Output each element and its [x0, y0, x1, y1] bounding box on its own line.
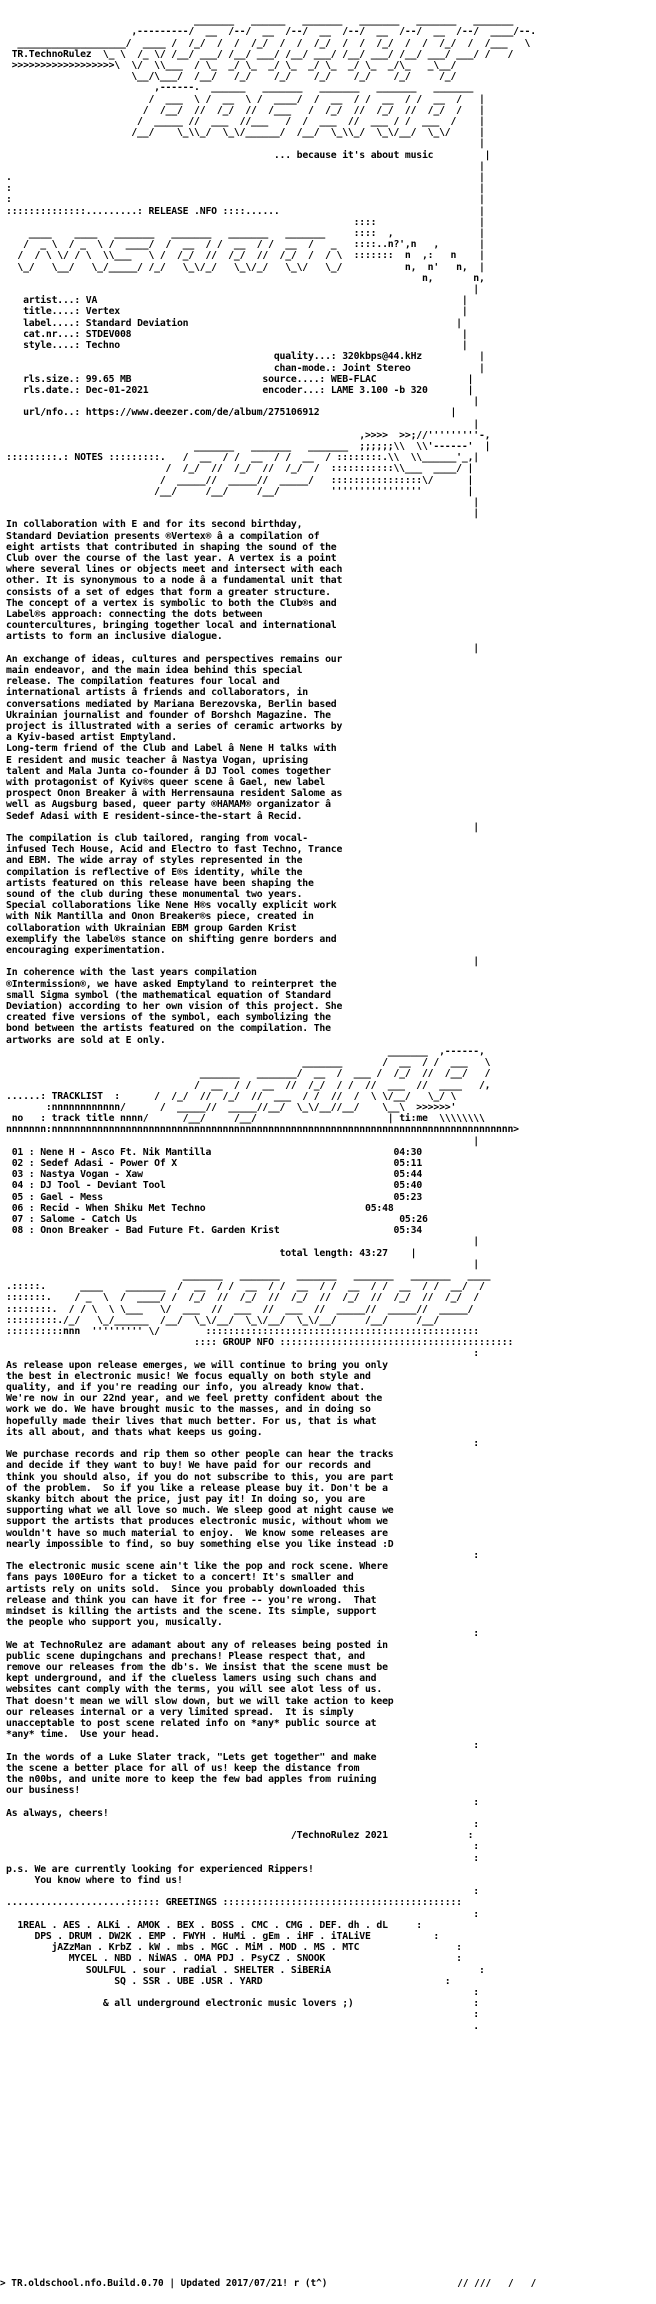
release-source: WEB-FLAC — [330, 373, 377, 385]
release-encoder: LAME 3.100 -b 320 — [330, 384, 428, 396]
smiley: r (t^) — [293, 2278, 328, 2289]
track-time: 05:40 — [393, 1180, 423, 1192]
track-no: 06 — [11, 1202, 24, 1214]
ps-line-1: p.s. We are currently looking for experienced Rippers! — [6, 1863, 314, 1875]
group-nfo-para-5: In the words of a Luke Slater track, "Lets get together" and make the scene a better place for all of us! keep the distance from the n00bs, and unite more to keep the few bad apples from ruining our business! — [6, 1751, 377, 1797]
group-nfo-para-2: We purchase records and rip them so other people can hear the tracks and decide if they want to buy! We have paid for our records and think you should also, if you do not subscribe to this, you are part of the problem. So if you like a release please buy it. Don't be a skanky bitch about the price, just pay it! In doing so, you are supporting what we all love so much. We sleep good at night cause we support the artists that produces electronic music, without whom we wouldn't have so much material to enjoy. We know some releases are nearly impossible to find, so buy something else you like instead :D — [6, 1449, 394, 1550]
section-group-nfo: GROUP NFO — [222, 1337, 274, 1349]
section-release-nfo: RELEASE .NFO — [148, 205, 217, 217]
track-time: 05:11 — [393, 1157, 423, 1169]
track-no: 04 — [11, 1180, 24, 1192]
greetings-line-5: SOULFUL . sour . radial . SHELTER . SiBERiA — [85, 1964, 331, 1976]
notes-para-1: In collaboration with E and for its second birthday, Standard Deviation presents ®Vertex® â a compilation of eight artists that contributed in shaping the sound of the Club over the course of the last year. A vertex is a point where several lines or objects meet and intersect with each other. It is synonymous to a node â a fundamental unit that consists of a set of edges that form a greater structure. The concept of a vertex is symbolic to both the Club®s and Label®s approach: connecting the dots between countercultures, bringing together local and international artists to form an inclusive dialogue. — [6, 519, 343, 643]
release-title: Vertex — [85, 306, 120, 318]
track-no: 02 — [11, 1157, 24, 1169]
track-row-7: 07 : Salome - Catch Us 05:26 — [11, 1213, 428, 1225]
track-title: Salome - Catch Us — [40, 1213, 138, 1225]
track-row-8: 08 : Onon Breaker - Bad Future Ft. Garden Krist 05:34 — [11, 1225, 423, 1237]
track-row-6: 06 : Recid - When Shiku Met Techno 05:48 — [11, 1202, 394, 1214]
group-nfo-para-3: The electronic music scene ain't like the pop and rock scene. Where fans pays 100Euro for a ticket to a concert! It's smaller and artists rely on units sold. Since you probably downloaded this release and think you can have it for free -- you're wrong. That mindset is killing the artists and the scene. Its simple, support the people who support you, musically. — [6, 1561, 388, 1629]
signature: /TechnoRulez 2021 — [290, 1830, 388, 1842]
track-time: 05:48 — [365, 1202, 394, 1214]
track-row-2: 02 : Sedef Adasi - Power Of X 05:11 — [11, 1157, 423, 1169]
release-catnr: STDEV008 — [85, 328, 132, 340]
release-quality: 320kbps@44.kHz — [342, 351, 422, 363]
ps-line-2: You know where to find us! — [34, 1874, 183, 1886]
release-chan-mode: Joint Stereo — [342, 362, 411, 374]
track-no: 07 — [11, 1213, 24, 1225]
section-tracklist: TRACKLIST — [51, 1090, 103, 1102]
track-no: 01 — [11, 1146, 24, 1158]
track-no: 08 — [11, 1225, 24, 1237]
track-row-1: 01 : Nene H - Asco Ft. Nik Mantilla 04:30 — [11, 1146, 423, 1158]
header-logo-art: _______ ______ _______ _______ _______ _______ ,---------/ __ /--/ __ /--/ __ /--/ __ /--/ __ /--/ ____/--. ___________________/ ____ / /_/ / / /_/ / / /_/ / / /_/ / / /_/ / /___ \ TR.TechnoRulez \_ \ /_ \/ /__/ ___/ /__/ ___/ /__/ ___/ /__/ ___/ /__/ ___/ ___/ / / >>>>>>>>>>>>>>>>>>\ \/ \\___ / \_ _/ \_ _/ \_ _/ \_ _/ \_ _/\_ _\__/ \__/\___/ /__/ /_/ /_/ /_/ /_/ /_/ /_/ ,------. ______ _______ _______ _______ _______ / ___ \ / __ \ / ____/ / __ / / __ / / __ / | / /__/ // /_/ // /___ / /_/ // /_/ // /_/ / | / _____ // ___ //___ / / ___ // ___ / / ___ / | /__/ \_\\_/ \_\/______/ /__/ \_\\_/ \_\/__/ \_\/ | | ... because it's about music | | . | : | : | ::::::::::::::.........: RELEASE .NFO ::::...... | :::: | ____ ____ _______ _______ _______ _______ :::: , | / _ \ / _ \ / ____/ / __ / / __ / / __ / _ ::::..n?',n , | / / \ \/ / \ \\___ \ / /_/ // /_/ // /_/ / / \ ::::::: n ,: n | \_/ \__/ \_/_____/ /_/ \_\/_/ \_\/_/ \_\/ \_/ n, n' n, | n, n, | artist...: VA | title....: Vertex | label....: Standard Deviation | cat.nr...: STDEV008 | style....: Techno | quality...: 320kbps@44.kHz | chan-mode.: Joint Stereo | rls.size.: 99.65 MB source....: WEB-FLAC | rls.date.: Dec-01-2021 encoder...: LAME 3.100 -b 320 | | url/nfo..: https://www.deezer.com/de/album/275106912 | | ,>>>> >>;//'''''''''-, _______ _______ _______ ;;;;;;\\ \\'------' | :::::::::.: NOTES :::::::::. / __ / / __ / / __ / ::::::::.\\ \\______'_,| / /_/ // /_/ // /_/ / :::::::::::\\___ ____/ | / _____// _____// _____/ ::::::::::::::::\/ | /__/ /__/ /__/ '''''''''''''''' | | | In collaboration with E and for its second birthday, Standard Deviation presents ®Vertex® â a compilation of eight artists that contributed in shaping the sound of the Club over the course of the last year. A vertex is a point where several lines or objects meet and intersect with each other. It is synonymous to a node â a fundamental unit that consists of a set of edges that form a greater structure. The concept of a vertex is symbolic to both the Club®s and Label®s approach: connecting the dots between countercultures, bringing together local and international artists to form an inclusive dialogue. | An exchange of ideas, cultures and perspectives remains our main endeavor, and the main idea behind this special release. The compilation features four local and international artists â friends and collaborators, in conversations mediated by Mariana Berezovska, Berlin based Ukrainian journalist and founder of Borshch Magazine. The project is illustrated with a series of ceramic artworks by a Kyiv-based artist Emptyland. Long-term friend of the Club and Label â Nene H talks with E resident and music teacher â Nastya Vogan, uprising talent and Mala Junta co-founder â DJ Tool comes together with protagonist of Kyiv®s queer scene â Gael, new label prospect Onon Breaker â with Herrensauna resident Salome as well as Augsburg based, queer party ®HAMAM® organizator â Sedef Adasi with E resident-since-the-start â Recid. | The compilation is club tailored, ranging from vocal- infused Tech House, Acid and Electro to fast Techno, Trance and EBM. The wide array of styles represented in the compilation is reflective of E®s identity, while the artists featured on this release have been shaping the sound of the club during these monumental two years. Special collaborations like Nene H®s vocally explicit work with Nik Mantilla and Onon Breaker®s piece, created in collaboration with Ukrainian EBM group Garden Krist exemplify the label®s stance on shifting genre borders and encouraging experimentation. | In coherence with the last years compilation ®Intermission®, we have asked Emptyland to reinterpret the small Sigma symbol (the mathematical equation of Standard Deviation) according to her own vision of this project. She created five versions of the symbol, each symbolizing the bond between the artists featured on the compilation. The artworks are sold at E only. _______ ,------, _______ / __ / / ___ \ _______ _______/ __ / ___ / /_/ // /__/ / / __ / / __ // /_/ / / // ___ // ____ /, ......: TRACKLIST : / /_/ // /_/ // ___ / / // / \ \/__/ \_/ \ :nnnnnnnnnnnn/ / _____// _____//__/ \_\/__//__/ \__\ >>>>>>' no : track title nnnn/ /__/ /__/ | ti:me \\\\\\\\ nnnnnnn:nnnnnnnnnnnnnnnnnnnnnnnnnnnnnnnnnnnnnnnnnnnnnnnnnnnnnnnnnnnnnnnnnnnnnnnnnnnnnnnnn> | 01 : Nene H - Asco Ft. Nik Mantilla 04:30 02 : Sedef Adasi - Power Of X 05:11 03 : Nastya Vogan - Xaw 05:44 04 : DJ Tool - Deviant Tool 05:40 05 : Gael - Mess 05:23 06 : Recid - When Shiku Met Techno 05:48 07 : Salome - Catch Us 05:26 08 : Onon Breaker - Bad Future Ft. Garden Krist 05:34 | total length: 43:27 | | _______ _______ _______ _______ _______ ____ .:::::. ____ _______ / __ / / __ / / __ / / __ / / __ / / __/ / :::::::. / _ \ / ____/ / /_/ // /_/ // /_/ // /_/ // /_/ // /_/ / ::::::::. / / \ \ \___ \/ ___ // ___ // ___ // _____// _____// _____/ :::::::::./_/ \_/______ /__/ \_\/__/ \_\/__/ \_\/__/ /__/ /__/ ::::::::::nnn ''''''''' \/ :::::::::::::::::::::::::::::::::::::::::::::::: :::: GROUP NFO ::::::::::::::::::::::::::::::::::::::::: : As release upon release emerges, we will continue to bring you only the best in electronic music! We focus equally on both style and quality, and if you're reading our info, you already know that. We're now in our 22nd year, and we feel pretty confident about the work we do. We have brought music to the masses, and in doing so hopefully made their lives that much better. For us, that is what its all about, and thats what keeps us going. : We purchase records and rip them so other people can hear the tracks and decide if they want to buy! We have paid for our records and think you should also, if you do not subscribe to this, you are part of the problem. So if you like a release please buy it. Don't be a skanky bitch about the price, just pay it! In doing so, you are supporting what we all love so much. We sleep good at night cause we support the artists that produces electronic music, without whom we wouldn't have so much material to enjoy. We know some releases are nearly impossible to find, so buy something else you like instead :D : The electronic music scene ain't like the pop and rock scene. Where fans pays 100Euro for a ticket to a concert! It's smaller and artists rely on units sold. Since you probably downloaded this release and think you can have it for free -- you're wrong. That mindset is killing the artists and the scene. Its simple, support the people who support you, musically. : We at TechnoRulez are adamant about any of releases being posted in public scene dupingchans and prechans! Please respect that, and remove our releases from the db's. We insist that the scene must be kept underground, and if the clueless lamers using such chans and websites cant comply with the terms, you will see alot less of us. That doesn't mean we will slow down, but we will take action to keep our releases internal or a very limited spread. It is simply unacceptable to post scene related info on *any* public source at *any* time. Use your head. : In the words of a Luke Slater track, "Lets get together" and make the scene a better place for all of us! keep the distance from the n00bs, and unite more to keep the few bad apples from ruining our business! : As always, cheers! : /TechnoRulez 2021 : : : p.s. We are currently looking for experienced Rippers! You know where to find us! : .....................:::::: GREETINGS :::::::::::::::::::::::::::::::::::::::::: : 1REAL . AES . ALKi . AMOK . BEX . BOSS . CMC . CMG . DEF. dh . dL : DPS . DRUM . DW2K . EMP . FWYH . HuMi . gEm . iHF . iTALiVE : jAZzMan . KrbZ . kW . mbs . MGC . MiM . MOD . MS . MTC : MYCEL . NBD . NiWAS . OMA PDJ . PsyCZ . SNOOK : SOULFUL . sour . radial . SHELTER . SiBERiA : SQ . SSR . UBE .USR . YARD : : & all underground electronic music lovers ;) : : . — [6, 15, 536, 2032]
tagline: ... because it's about music — [273, 149, 434, 161]
section-greetings: GREETINGS — [165, 1897, 217, 1909]
tracklist-header-no: no — [11, 1113, 24, 1125]
nfo-content — [6, 4, 646, 2032]
track-title: Nastya Vogan - Xaw — [40, 1169, 143, 1181]
nfo-document — [6, 4, 646, 2294]
release-style: Techno — [85, 340, 120, 352]
build-version: TR.oldschool.nfo.Build.0.70 — [11, 2278, 164, 2289]
track-time: 04:30 — [393, 1146, 423, 1158]
track-time: 05:44 — [393, 1169, 423, 1181]
group-nfo-para-6: As always, cheers! — [6, 1807, 109, 1819]
total-length: 43:27 — [359, 1247, 388, 1259]
total-length-label: total length: — [279, 1247, 354, 1259]
group-tag: TR.TechnoRulez — [11, 48, 92, 60]
updated-date: 2017/07/21! — [225, 2278, 288, 2289]
greetings-line-2: DPS . DRUM . DW2K . EMP . FWYH . HuMi . gEm . iHF . iTALiVE — [34, 1930, 371, 1942]
section-notes: NOTES — [74, 452, 103, 464]
release-artist: VA — [85, 295, 98, 307]
track-title: Nene H - Asco Ft. Nik Mantilla — [40, 1146, 212, 1158]
status-bar: > TR.oldschool.nfo.Build.0.70 | Updated 2017/07/21! r (t^) // /// / / — [0, 2278, 537, 2289]
track-no: 05 — [11, 1191, 24, 1203]
track-row-3: 03 : Nastya Vogan - Xaw 05:44 — [11, 1169, 423, 1181]
track-title: Onon Breaker - Bad Future Ft. Garden Krist — [40, 1225, 280, 1237]
track-time: 05:34 — [393, 1225, 423, 1237]
track-no: 03 — [11, 1169, 24, 1181]
updated-label: Updated — [180, 2278, 221, 2289]
notes-para-4: In coherence with the last years compilation ®Intermission®, we have asked Emptyland to reinterpret the small Sigma symbol (the mathematical equation of Standard Deviation) according to her own vision of this project. She created five versions of the symbol, each symbolizing the bond between the artists featured on the compilation. The artworks are sold at E only. — [6, 967, 343, 1046]
release-url[interactable]: https://www.deezer.com/de/album/275106912 — [85, 407, 320, 419]
tracklist-header-time: ti:me — [399, 1113, 428, 1125]
track-row-5: 05 : Gael - Mess 05:23 — [11, 1191, 423, 1203]
release-size: 99.65 MB — [85, 373, 132, 385]
release-date: Dec-01-2021 — [85, 384, 149, 396]
track-title: Recid - When Shiku Met Techno — [40, 1202, 206, 1214]
tracklist-header-title: track title — [51, 1113, 115, 1125]
group-nfo-para-4: We at TechnoRulez are adamant about any of releases being posted in public scene dupingchans and prechans! Please respect that, and remove our releases from the db's. We insist that the scene must be kept underground, and if the clueless lamers using such chans and websites cant comply with the terms, you will see alot less of us. That doesn't mean we will slow down, but we will take action to keep our releases internal or a very limited spread. It is simply unacceptable to post scene related info on *any* public source at *any* time. Use your head. — [6, 1639, 394, 1741]
group-nfo-para-1: As release upon release emerges, we will continue to bring you only the best in electronic music! We focus equally on both style and quality, and if you're reading our info, you already know that. We're now in our 22nd year, and we feel pretty confident about the work we do. We have brought music to the masses, and in doing so hopefully made their lives that much better. For us, that is what its all about, and thats what keeps us going. — [6, 1359, 388, 1438]
track-title: Sedef Adasi - Power Of X — [40, 1157, 177, 1169]
track-title: DJ Tool - Deviant Tool — [40, 1180, 166, 1192]
greetings-line-1: 1REAL . AES . ALKi . AMOK . BEX . BOSS . CMC . CMG . DEF. dh . dL — [17, 1919, 388, 1931]
notes-para-3: The compilation is club tailored, ranging from vocal- infused Tech House, Acid and Electro to fast Techno, Trance and EBM. The wide array of styles represented in the compilation is reflective of E®s identity, while the artists featured on this release have been shaping the sound of the club during these monumental two years. Special collaborations like Nene H®s vocally explicit work with Nik Mantilla and Onon Breaker®s piece, created in collaboration with Ukrainian EBM group Garden Krist exemplify the label®s stance on shifting genre borders and encouraging experimentation. — [6, 833, 343, 957]
track-time: 05:26 — [399, 1213, 428, 1225]
release-label: Standard Deviation — [85, 317, 189, 329]
track-row-4: 04 : DJ Tool - Deviant Tool 05:40 — [11, 1180, 423, 1192]
greetings-outro: & all underground electronic music lovers ;) — [102, 1998, 354, 2010]
track-title: Gael - Mess — [40, 1191, 103, 1203]
greetings-line-3: jAZzMan . KrbZ . kW . mbs . MGC . MiM . MOD . MS . MTC — [51, 1942, 360, 1954]
greetings-line-4: MYCEL . NBD . NiWAS . OMA PDJ . PsyCZ . SNOOK — [68, 1953, 326, 1965]
notes-para-2: An exchange of ideas, cultures and perspectives remains our main endeavor, and the main idea behind this special release. The compilation features four local and international artists â friends and collaborators, in conversations mediated by Mariana Berezovska, Berlin based Ukrainian journalist and founder of Borshch Magazine. The project is illustrated with a series of ceramic artworks by a Kyiv-based artist Emptyland. Long-term friend of the Club and Label â Nene H talks with E resident and music teacher â Nastya Vogan, uprising talent and Mala Junta co-founder â DJ Tool comes together with protagonist of Kyiv®s queer scene â Gael, new label prospect Onon Breaker â with Herrensauna resident Salome as well as Augsburg based, queer party ®HAMAM® organizator â Sedef Adasi with E resident-since-the-start â Recid. — [6, 653, 343, 822]
greetings-line-6: SQ . SSR . UBE .USR . YARD — [114, 1975, 263, 1987]
track-time: 05:23 — [393, 1191, 423, 1203]
